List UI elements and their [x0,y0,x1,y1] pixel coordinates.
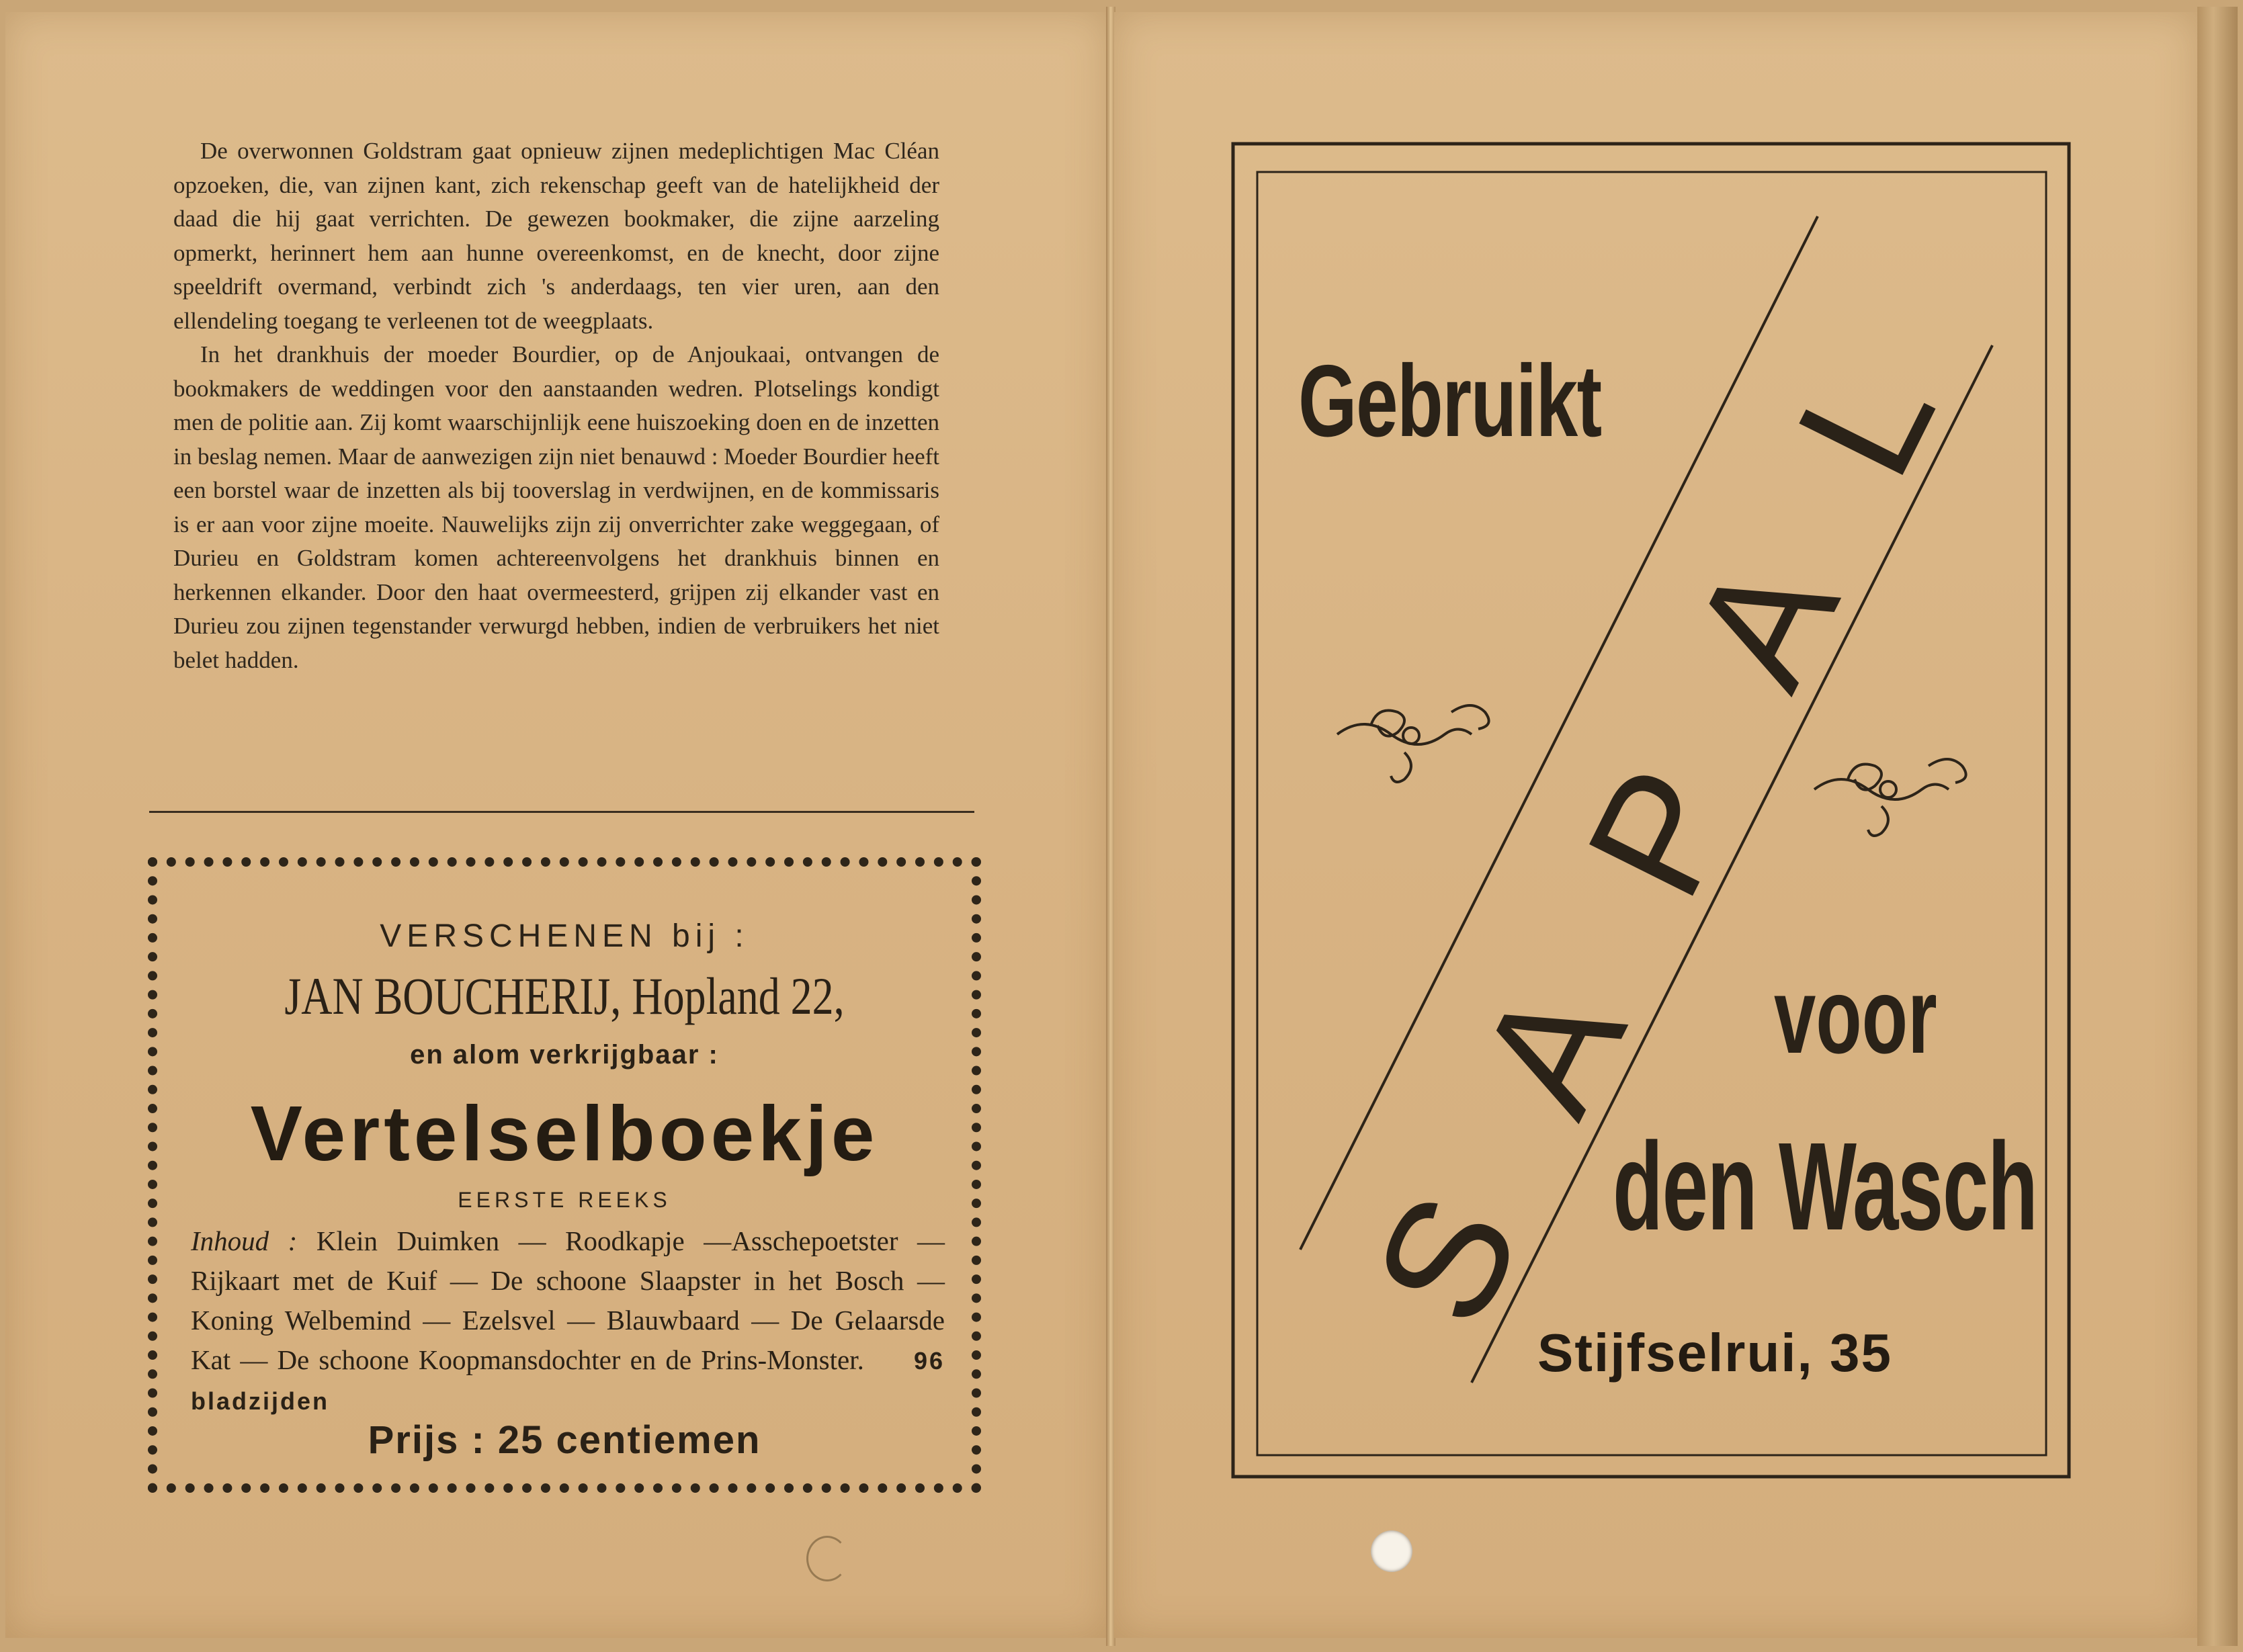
ad-contents-label: Inhoud : [191,1225,298,1256]
flourish-ornament-left [1337,705,1489,782]
word-den-wasch: den Wasch [1613,1117,2037,1256]
ad-page-count: 96 bladzijden [191,1347,945,1415]
story-paragraph-1: De overwonnen Goldstram gaat opnieuw zijnen medeplichtigen Mac Cléan opzoeken, die, van zijnen kant, zich rekenschap geeft van de hatelijkheid der daad die hij gaat verrichten. De gewezen bookmaker, die zijne aarzeling opmerkt, herinnert hem aan hunne overeenkomst, en de knecht, door zijne speeldrift overmand, verbindt zich 's anderdaags, ten vier uren, aan den ellendeling toegang te verleenen tot de weegplaats. [173,138,939,334]
ad-published-by: VERSCHENEN bij : [380,918,749,954]
ad-contents-list: Klein Duimken — Roodkapje —Asschepoetster — Rijkaart met de Kuif — De schoone Slaapster in het Bosch — Koning Welbemind — Ezelsvel — Blauwbaard — De Gelaarsde Kat — De schoone Koopmansdochter en de Prins-Monster. [191,1225,945,1375]
brand-letter-p: P [1550,740,1769,924]
flourish-ornament-right [1814,759,1966,836]
ad-series: EERSTE REEKS [458,1188,671,1212]
brand-letter-a2: A [1655,529,1873,714]
ad-price: Prijs : 25 centiemen [368,1418,761,1462]
ad-book-title: Vertelselboekje [250,1090,879,1177]
word-voor: voor [1774,955,1937,1076]
ad-publisher: JAN BOUCHERIJ, Hopland 22, [284,967,845,1025]
brand-letter-l: L [1760,336,1970,503]
brand-letter-a: A [1442,956,1661,1141]
word-gebruikt: Gebruikt [1298,344,1601,458]
brand-letter-s: S [1337,1167,1556,1351]
punch-hole [1371,1530,1412,1572]
ad-availability: en alom verkrijgbaar : [410,1040,719,1070]
ad-address: Stijfselrui, 35 [1537,1323,1892,1383]
story-paragraph-2: In het drankhuis der moeder Bourdier, op de Anjoukaai, ontvangen de bookmakers de weddingen voor den aanstaanden wedren. Plotselings kondigt men de politie aan. Zij komt waarschijnlijk eene huiszoeking doen en de inzetten in beslag nemen. Maar de aanwezigen zijn niet benauwd : Moeder Bourdier heeft een borstel waar de inzetten als bij tooverslag in verdwijnen, en de kommissaris is er aan voor zijne moeite. Nauwelijks zijn zij onverrichter zake weggegaan, of Durieu en Goldstram komen achtereenvolgens het drankhuis binnen en herkennen elkander. Door den haat overmeesterd, grijpen zij elkander vast en Durieu zou zijnen tegenstander verwurgd hebben, indien de verbruikers het niet belet hadden. [173,341,939,673]
